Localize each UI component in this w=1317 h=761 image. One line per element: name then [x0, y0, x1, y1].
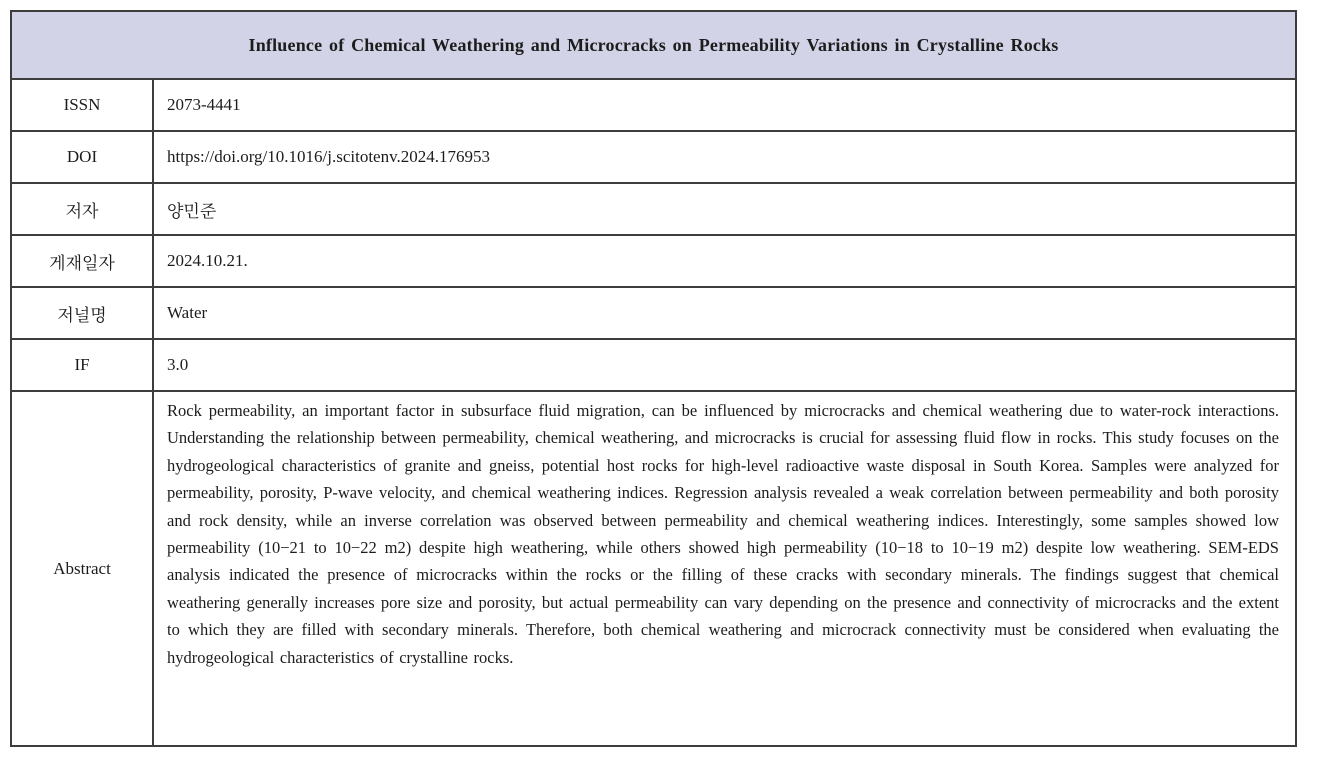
paper-title: Influence of Chemical Weathering and Microcracks on Permeability Variations in Crystalline Rocks	[11, 11, 1296, 79]
doi-label: DOI	[11, 131, 153, 183]
abstract-text: Rock permeability, an important factor in subsurface fluid migration, can be influenced by microcracks and chemical weathering due to water-rock interactions. Understanding the relationship between permeability, chemical weathering, and microcracks is crucial for assessing fluid flow in rocks. This study focuses on the hydrogeological characteristics of granite and gneiss, potential host rocks for high-level radioactive waste disposal in South Korea. Samples were analyzed for permeability, porosity, P-wave velocity, and chemical weathering indices. Regression analysis revealed a weak correlation between permeability and both porosity and rock density, while an inverse correlation was observed between permeability and chemical weathering indices. Interestingly, some samples showed low permeability (10−21 to 10−22 m2) despite high weathering, while others showed high permeability (10−18 to 10−19 m2) despite low weathering. SEM-EDS analysis indicated the presence of microcracks within the rocks or the filling of these cracks with secondary minerals. The findings suggest that chemical weathering generally increases pore size and porosity, but actual permeability can vary depending on the presence and connectivity of microcracks and the extent to which they are filled with secondary minerals. Therefore, both chemical weathering and microcrack connectivity must be considered when evaluating the hydrogeological characteristics of crystalline rocks.	[153, 391, 1296, 746]
publication-date-value: 2024.10.21.	[153, 235, 1296, 287]
table-row-doi	[11, 131, 1296, 183]
table-row-author	[11, 183, 1296, 235]
author-label: 저자	[11, 183, 153, 235]
publication-info-table	[10, 10, 1297, 747]
abstract-label: Abstract	[11, 391, 153, 746]
journal-name-value: Water	[153, 287, 1296, 339]
journal-name-label: 저널명	[11, 287, 153, 339]
impact-factor-label: IF	[11, 339, 153, 391]
table-row-impact-factor	[11, 339, 1296, 391]
table-row-journal-name	[11, 287, 1296, 339]
table-row-abstract	[11, 391, 1296, 746]
title-row	[11, 11, 1296, 79]
issn-value: 2073-4441	[153, 79, 1296, 131]
publication-date-label: 게재일자	[11, 235, 153, 287]
impact-factor-value: 3.0	[153, 339, 1296, 391]
author-value: 양민준	[153, 183, 1296, 235]
issn-label: ISSN	[11, 79, 153, 131]
doi-value: https://doi.org/10.1016/j.scitotenv.2024.176953	[153, 131, 1296, 183]
table-row-issn	[11, 79, 1296, 131]
table-row-publication-date	[11, 235, 1296, 287]
